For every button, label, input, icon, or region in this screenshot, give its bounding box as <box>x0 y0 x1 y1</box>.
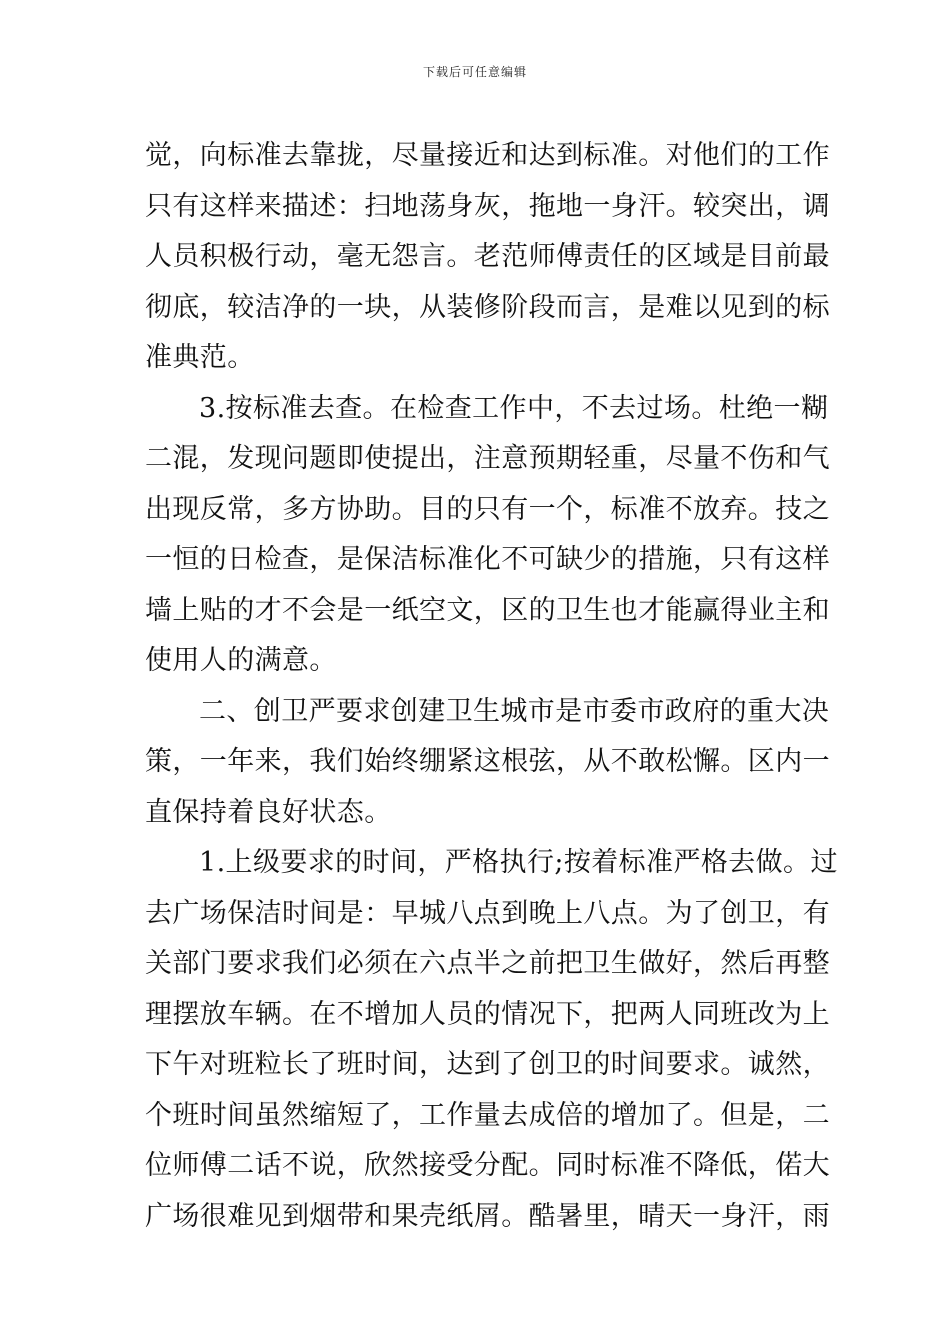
text-line: 彻底，较洁净的一块，从装修阶段而言，是难以见到的标 <box>145 291 830 323</box>
text-line: 理摆放车辆。在不增加人员的情况下，把两人同班改为上 <box>145 998 830 1030</box>
paragraph-start-line: 二、创卫严要求创建卫生城市是市委市政府的重大决 <box>199 695 830 727</box>
paragraph-start-line: 1.上级要求的时间，严格执行;按着标准严格去做。过 <box>199 847 838 878</box>
text-line: 广场很难见到烟带和果壳纸屑。酷暑里，晴天一身汗，雨 <box>145 1200 830 1232</box>
text-line: 策，一年来，我们始终绷紧这根弦，从不敢松懈。区内一 <box>145 746 830 777</box>
text-line: 人员积极行动，毫无怨言。老范师傅责任的区域是目前最 <box>145 241 830 272</box>
text-line: 关部门要求我们必须在六点半之前把卫生做好，然后再整 <box>145 948 830 979</box>
text-line: 出现反常，多方协助。目的只有一个，标准不放弃。技之 <box>145 493 830 525</box>
text-line: 准典范。 <box>145 342 255 373</box>
text-line: 二混，发现问题即使提出，注意预期轻重，尽量不伤和气 <box>145 443 830 474</box>
text-line: 只有这样来描述：扫地荡身灰，拖地一身汗。较突出，调 <box>145 190 830 222</box>
text-line: 一恒的日检查，是保洁标准化不可缺少的措施，只有这样 <box>145 544 830 575</box>
text-line: 下午对班粒长了班时间，达到了创卫的时间要求。诚然， <box>145 1049 830 1080</box>
text-line: 位师傅二话不说，欣然接受分配。同时标准不降低，偌大 <box>145 1150 830 1181</box>
text-line: 去广场保洁时间是：早城八点到晚上八点。为了创卫，有 <box>145 897 830 929</box>
paragraph-start-line: 3.按标准去查。在检查工作中，不去过场。杜绝一糊 <box>199 392 829 424</box>
text-line: 直保持着良好状态。 <box>145 796 392 828</box>
text-line: 墙上贴的才不会是一纸空文，区的卫生也才能赢得业主和 <box>145 594 830 626</box>
text-line: 个班时间虽然缩短了，工作量去成倍的增加了。但是，二 <box>145 1099 830 1131</box>
text-line: 使用人的满意。 <box>145 645 337 676</box>
text-line: 觉，向标准去靠拢，尽量接近和达到标准。对他们的工作 <box>145 140 830 171</box>
document-body <box>145 131 838 1242</box>
page-header: 下载后可任意编辑 <box>422 65 527 79</box>
